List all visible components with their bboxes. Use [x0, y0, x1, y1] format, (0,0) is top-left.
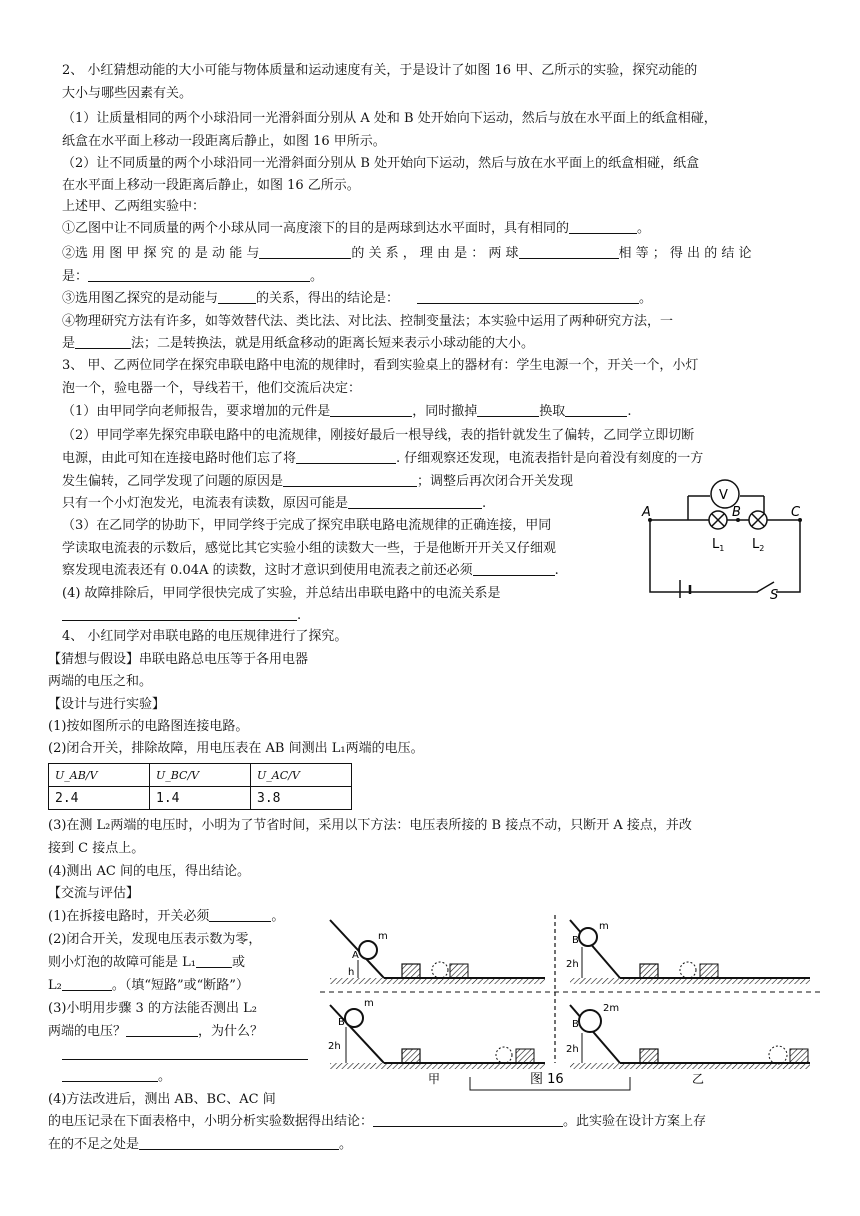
paper-box [640, 964, 658, 978]
q4-line-8: 接到 C 接点上。 [48, 841, 145, 856]
mass-label: 2m [603, 1003, 620, 1014]
floor-hatching [570, 978, 810, 984]
lamp-l2-letter: L [752, 537, 760, 552]
q4-line-20-text-b: 。此实验在设计方案上存 [563, 1114, 707, 1129]
q3-line-7 [62, 495, 486, 513]
q4-line-21-text: 在的不足之处是 [48, 1137, 140, 1152]
q4-line-20-text-a: 的电压记录在下面表格中，小明分析实验数据得出结论： [48, 1114, 374, 1129]
paper-box [402, 1049, 420, 1063]
floor-hatching [570, 1063, 810, 1069]
table-header-cell: U_AC/V [251, 764, 352, 787]
q4-line-15: (3)小明用步骤 3 的方法能否测出 L₂ [48, 1001, 257, 1016]
q2-line-13-text-a: 是 [62, 336, 76, 351]
q4-line-21-end: 。 [339, 1137, 353, 1152]
q3-line-9: 学读取电流表的示数后，感觉比其它实验小组的读数大一些，于是他断开开关又仔细观 [62, 541, 557, 556]
answer-blank[interactable] [565, 403, 627, 417]
ball [359, 941, 377, 959]
q3-line-3-text-a: （1）由甲同学向老师报告，要求增加的元件是 [62, 404, 331, 419]
q3-line-5-text-b: . 仔细观察还发现，电流表指针是向着没有刻度的一方 [396, 451, 704, 466]
point-a-label: A [352, 950, 359, 961]
q2-line-9-text-c: 相 等 ； 得 出 的 结 论 [618, 246, 752, 261]
q4-line-16 [48, 1023, 263, 1041]
answer-blank[interactable] [283, 473, 417, 487]
q3-line-6-text-a: 发生偏转，乙同学发现了问题的原因是 [62, 474, 284, 489]
answer-blank[interactable] [62, 607, 297, 621]
point-b-label: B [572, 935, 579, 946]
mass-label: m [364, 998, 374, 1009]
q3-line-6-text-b: ；调整后再次闭合开关发现 [417, 474, 574, 489]
lamp-l2-subscript: 2 [759, 544, 765, 553]
q3-line-7-end: . [482, 496, 487, 511]
answer-blank[interactable] [473, 562, 555, 576]
answer-blank[interactable] [62, 1046, 308, 1060]
lamp-l1-letter: L [712, 537, 720, 552]
q3-line-1: 3、 甲、乙两位同学在探究串联电路中电流的规律时，看到实验桌上的器材有：学生电源一个，开关一个，小灯 [62, 358, 699, 373]
q4-line-16-text-a: 两端的电压？ [48, 1024, 127, 1039]
answer-blank[interactable] [209, 908, 271, 922]
q2-line-4: 纸盒在水平面上移动一段距离后静止，如图 16 甲所示。 [62, 134, 386, 149]
q4-line-10: 【交流与评估】 [48, 886, 140, 901]
paper-box [402, 964, 420, 978]
height-label: 2h [566, 1044, 579, 1055]
answer-blank[interactable] [477, 403, 539, 417]
q2-line-10-end: 。 [310, 269, 324, 284]
ball-ghost [432, 962, 448, 978]
answer-blank[interactable] [218, 290, 256, 304]
answer-blank[interactable] [417, 290, 639, 304]
ball [579, 928, 597, 946]
q4-line-1: 4、 小红同学对串联电路的电压规律进行了探究。 [62, 629, 348, 644]
q2-line-11-end: 。 [639, 291, 653, 306]
q4-line-4: 【设计与进行实验】 [48, 697, 166, 712]
answer-blank[interactable] [330, 403, 412, 417]
node-c-label: C [791, 505, 801, 520]
q4-line-11-text: (1)在拆接电路时，开关必须 [48, 909, 210, 924]
node-a-label: A [642, 505, 651, 520]
q2-line-7: 上述甲、乙两组实验中： [62, 199, 206, 214]
q4-line-14-text-b: 。（填“短路”或“断路”） [111, 978, 249, 993]
q3-line-11: (4) 故障排除后，甲同学很快完成了实验，并总结出串联电路中的电流关系是 [62, 586, 501, 601]
paper-box-moved [790, 1049, 808, 1063]
paper-box-moved [516, 1049, 534, 1063]
table-row [49, 787, 352, 810]
q4-line-18-end: 。 [158, 1069, 172, 1084]
lamp-l1-label [712, 537, 724, 553]
q2-line-10 [62, 268, 323, 286]
panel-jia-label: 甲 [428, 1072, 441, 1086]
q2-line-13 [62, 335, 534, 353]
q4-line-14-text-a: L₂ [48, 978, 62, 993]
q4-line-20 [48, 1113, 706, 1131]
q2-line-9-text-b: 的 关 系 ， 理 由 是 ： 两 球 [351, 246, 519, 261]
q3-line-3 [62, 403, 631, 421]
answer-blank[interactable] [126, 1023, 198, 1037]
answer-blank[interactable] [62, 1068, 158, 1082]
q4-line-9: (4)测出 AC 间的电压，得出结论。 [48, 864, 251, 879]
q4-line-18 [62, 1068, 171, 1086]
q4-line-6: (2)闭合开关，排除故障，用电压表在 AB 间测出 L₁两端的电压。 [48, 741, 424, 756]
q4-line-14 [48, 977, 249, 995]
jia-bottom-setup [328, 998, 545, 1069]
table-cell: 1.4 [150, 787, 251, 810]
q3-line-5-text-a: 电源，由此可知在连接电路时他们忘了将 [62, 451, 297, 466]
q2-line-12: ④物理研究方法有许多，如等效替代法、类比法、对比法、控制变量法；本实验中运用了两种研究方法，一 [62, 314, 674, 329]
table-header-cell: U_BC/V [150, 764, 251, 787]
point-b-label: B [572, 1019, 579, 1030]
q2-line-9 [62, 245, 751, 263]
q3-line-8: （3）在乙同学的协助下，甲同学终于完成了探究串联电路电流规律的正确连接，甲同 [62, 518, 552, 533]
table-cell: 2.4 [49, 787, 150, 810]
q3-line-3-text-b: ，同时撤掉 [412, 404, 478, 419]
answer-blank[interactable] [348, 495, 482, 509]
ball-ghost [680, 962, 696, 978]
ball [345, 1009, 363, 1027]
q4-line-21 [48, 1136, 352, 1154]
voltage-table [48, 763, 352, 810]
q3-line-5 [62, 450, 703, 468]
q2-line-8-end: 。 [637, 221, 651, 236]
answer-blank[interactable] [139, 1136, 339, 1150]
q3-line-10-end: . [554, 563, 559, 578]
point-b-label: B [338, 1017, 345, 1028]
q4-line-13-text-a: 则小灯泡的故障可能是 L₁ [48, 955, 196, 970]
q4-line-11-end: 。 [271, 909, 285, 924]
answer-blank[interactable] [88, 268, 310, 282]
q2-line-8 [62, 220, 650, 238]
yi-bottom-setup [566, 1003, 810, 1069]
q3-line-10 [62, 562, 559, 580]
answer-blank[interactable] [296, 450, 396, 464]
panel-yi-label: 乙 [692, 1072, 705, 1086]
table-header-row [49, 764, 352, 787]
circuit-wire-loop [650, 520, 800, 592]
jia-top-setup [330, 920, 545, 984]
q4-line-16-text-b: ，为什么？ [198, 1024, 264, 1039]
answer-blank[interactable] [373, 1113, 563, 1127]
figure-16 [320, 915, 820, 1095]
voltmeter-label: V [719, 488, 728, 503]
q4-line-13 [48, 954, 245, 972]
floor-hatching [330, 1063, 545, 1069]
table-header-cell: U_AB/V [49, 764, 150, 787]
paper-box-moved [450, 964, 468, 978]
height-label: 2h [566, 959, 579, 970]
q4-line-7: (3)在测 L₂两端的电压时，小明为了节省时间，采用以下方法：电压表所接的 B 接点不动，只断开 A 接点，并改 [48, 818, 692, 833]
q2-line-11-text-b: 的关系，得出的结论是： [256, 291, 400, 306]
ball-ghost [496, 1047, 512, 1063]
q4-line-2: 【猜想与假设】串联电路总电压等于各用电器 [48, 652, 309, 667]
q4-line-17 [62, 1046, 308, 1064]
q4-line-5: (1)按如图所示的电路图连接电路。 [48, 719, 249, 734]
ball [579, 1010, 601, 1032]
node-b-label: B [732, 505, 741, 520]
q2-line-10-text: 是： [62, 269, 89, 284]
q3-line-12-end: . [297, 608, 302, 623]
circuit-diagram [640, 470, 810, 600]
floor-hatching [330, 978, 545, 984]
mass-label: m [378, 931, 388, 942]
yi-top-setup [566, 920, 810, 984]
switch-label: S [770, 588, 779, 600]
q3-line-10-text: 察发现电流表还有 0.04A 的读数，这时才意识到使用电流表之前还必须 [62, 563, 473, 578]
q4-line-19: (4)方法改进后，测出 AB、BC、AC 间 [48, 1092, 276, 1107]
q3-line-3-end: . [627, 404, 632, 419]
q4-line-13-text-b: 或 [231, 955, 245, 970]
q2-line-8-text: ①乙图中让不同质量的两个小球从同一高度滚下的目的是两球到达水平面时，具有相同的 [62, 221, 570, 236]
q2-line-5: （2）让不同质量的两个小球沿同一光滑斜面分别从 B 处开始向下运动，然后与放在水平面上的纸盒相碰，纸盒 [62, 156, 700, 171]
paper-box-moved [700, 964, 718, 978]
q3-line-4: （2）甲同学率先探究串联电路中的电流规律，刚接好最后一根导线，表的指针就发生了偏转，乙同学立即切断 [62, 428, 695, 443]
lamp-l1-subscript: 1 [719, 544, 725, 553]
mass-label: m [599, 921, 609, 932]
paper-box [640, 1049, 658, 1063]
q3-line-12 [62, 607, 301, 625]
q2-line-11 [62, 290, 652, 308]
q3-line-2: 泡一个，验电器一个，导线若干，他们交流后决定： [62, 381, 362, 396]
q2-line-6: 在水平面上移动一段距离后静止，如图 16 乙所示。 [62, 178, 360, 193]
lamp-l2-label [752, 537, 764, 553]
answer-blank[interactable] [75, 335, 131, 349]
q2-line-13-text-b: 法；二是转换法，就是用纸盒移动的距离长短来表示小球动能的大小。 [131, 336, 535, 351]
q4-line-12: (2)闭合开关，发现电压表示数为零， [48, 932, 262, 947]
height-label: h [348, 967, 355, 978]
answer-blank[interactable] [196, 954, 232, 968]
q2-line-1: 2、 小红猜想动能的大小可能与物体质量和运动速度有关，于是设计了如图 16 甲、乙所示的实验，探究动能的 [62, 63, 698, 78]
q3-line-6 [62, 473, 573, 491]
q3-line-3-text-c: 换取 [539, 404, 566, 419]
height-label: 2h [328, 1041, 341, 1052]
ball-ghost [769, 1046, 787, 1064]
q4-line-11 [48, 908, 284, 926]
answer-blank[interactable] [519, 245, 619, 259]
answer-blank[interactable] [569, 220, 637, 234]
table-cell: 3.8 [251, 787, 352, 810]
q3-line-7-text: 只有一个小灯泡发光，电流表有读数，原因可能是 [62, 496, 349, 511]
q2-line-2: 大小与哪些因素有关。 [62, 86, 193, 101]
q2-line-9-text-a: ②选 用 图 甲 探 究 的 是 动 能 与 [62, 246, 260, 261]
figure-caption: 图 16 [530, 1072, 564, 1087]
q2-line-3: （1）让质量相同的两个小球沿同一光滑斜面分别从 A 处和 B 处开始向下运动，然后与放在水平面上的纸盒相碰， [62, 111, 717, 126]
q4-line-3: 两端的电压之和。 [48, 674, 153, 689]
answer-blank[interactable] [259, 245, 351, 259]
answer-blank[interactable] [62, 977, 112, 991]
q2-line-11-text-a: ③选用图乙探究的是动能与 [62, 291, 219, 306]
